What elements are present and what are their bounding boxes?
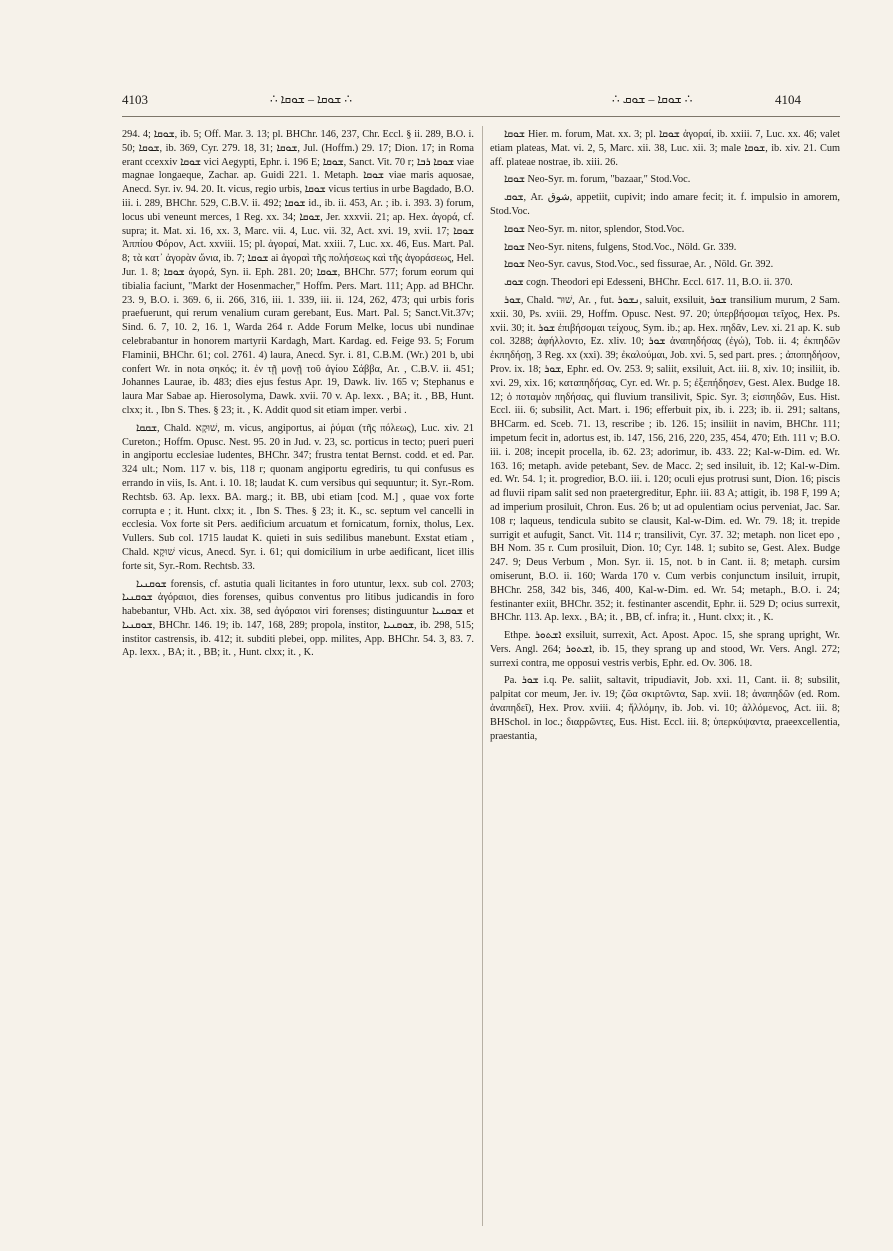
entry-text: ܫܘܩܢܝܐ forensis, cf. astutia quali licitantes in foro utuntur, lexx. sub col. 2703; ܫܘܩܢܝܐ ἀγόραιοι, dies forenses, quibus conventus pro litibus judicandis in foro habebantur, VHb. Act. xix. 38, sed ἀγόραιοι viri forenses; distinguuntur ܫܘܩܢܝܐ et ܫܘܩܢܝܐ, BHChr. 146. 19; ib. 147, 168, 289; propola, institor, ܫܘܩܢܝܐ, ib. 298, 515; institor castrensis, ib. 412; it. subditi plebei, opp. milites, App. BHChr. 54. 3, 83. 7. Ap. lexx. , BA; it. , BB; it. , Hunt. clxx; it. , K.	[122, 578, 474, 659]
entry-text: ܫܩܩܐ, Chald. שׁוּקָא, m. vicus, angiportus, ai ῥύμαι (τῆς πόλεως), Luc. xiv. 21 Cureton.; Hoffm. Opusc. Nest. 95. 20 in Jud. v. 23, sc. porticus in tecto; pueri pueri in angiportu ecclesiae ludentes, BHChr. 347; frustra tentat Bernst. codd. et ed. Par. 324 ult.; Nom. 117 v. bis, 118 r; quonam angiportu egrediris, tu qui confusus es errando in viis, Is. Ant. i. 10. 18; laudat K. cum versibus qui sequuntur; it. Syr.-Rom. Rechtsb. 63. Ap. lexx. BA. marg.; it. BB, ubi etiam [cod. M.] , quae vox forte corrupta e ; it. Hunt. clxx; it. , Ibn S. Thes. § 23; it. K., sc. septum vel cancelli in ecclesia. Vox forte sit Pers. aedificium arcuatum et fornicatum, fornix, tholus, Lex. Vullers. Sub col. 1715 laudat K. quieti in suis sedilibus manebunt. Exstat etiam , Chald. שׁוּקָא vicus, Anecd. Syr. i. 61; qui domicilium in urbe aedificant, licet illis forte sit, Syr.-Rom. Rechtsb. 33.	[122, 422, 474, 572]
page-header	[0, 92, 893, 116]
page-number-left: 4103	[122, 92, 148, 107]
entry-text: ܫܘܩܐ Neo-Syr. m. forum, "bazaar," Stod.Voc.	[504, 174, 691, 186]
page-number-right: 4104	[775, 92, 801, 107]
running-head-left: ∴ ܫܘܩܐ – ܫܘܩܐ ∴	[270, 92, 352, 106]
entry-text: Ethpe. ܐܫܬܘܪ exsiluit, surrexit, Act. Apost. Apoc. 15, she sprang upright, Wr. Vers. Angl. 264; ܐܫܬܘܪ, ib. 15, they sprang up and stood, Wr. Vers. Angl. 272; surrexi contra, me opposui vestris verbis, Ephr. ed. Ov. 306. 18.	[490, 630, 840, 669]
entry-text: ܫܘܪ, Chald. שׁוּר, Ar. , fut. ܢܫܘܪ, saluit, exsiluit, ܫܘܪ transilium murum, 2 Sam. xxii. 30, Ps. xviii. 29, Hoffm. Opusc. Nest. 97. 20; ὑπερβήσομαι τεῖχος, Hex. Ps. xvii. 30; it. ܫܘܪ ἐπιβήσομαι τείχους, Sym. ib.; ap. Hex. πηδᾶν, Lev. xi. 21 ap. K. sub col. 3288; ἀφήλλοντο, Ez. xliv. 10; ܫܘܪ ἀναπηδήσας (ἐγώ), Tob. ii. 4; ἐκπηδῶν ἐκπηδήσῃ, 3 Reg. xx (xxi). 39; ἐκαλούμαι, Job. xvi. 5, sed part. pres. ; ἀποπηδήσον, Prov. ix. 18; ܫܘܪ, Ephr. ed. Ov. 253. 9; saliit, exsiluit, Act. iii. 8, xiv. 10; insiliit, ib. xvi. 29, xix. 16; καταπηδήσας, Cyr. ed. Wr. p. 5; ἐξεπήδησεν, Gest. Alex. Budge 18. 12; ὁ ποταμὸν πηδήσας, qui fluvium transilivit, Spic. Syr. 3; εἰσπηδῶν, Eus. Hist. Eccl. iii. 6; subsilit, Act. Mart. i. 196; efferbuit pix, ib. i. 223; ib. ii. 291; saltans, BHCarm. ed. Sceb. 71. 13, rescribe ; ib. 126. 15; insiliit in navim, BHChr. 111; impetum fecit in, adortus est, ib. 147, 156, 216, 220, 235, 454, 470; Eth. 111 v; B.O. iii. i. 208; incepit procella, ib. 62. 23; adorimur, ib. 433. 22; Kal-w-Dim. ed. Wr. 163. 16; metaph. avide petebant, Sev. de Macc. 2; sed insiluit, ib. 12; Kal-w-Dim. ed. Wr. 54. 1; it. progredior, B.O. iii. i. 120; oculi ejus protrusi sunt, Dion. 16; piscis ad fluvii ripam salit sed non praetergreditur, Ephr. iii. 83 A; attigit, ib. 198 F, 199 A; ad imperium prosiluit, Chron. Eus. 26 b; ut ad opulentiam ocius perveniat, Jac. Sar. 108 r; laqueus, tendicula subito se clausit, Kal-w-Dim. ed. Wr. 79. 18; it. trepide surrigit et aufugit, Sanct. Vit. 114 r; transilivit, Cyr. 37. 32; metaph. non licet epo , BH Nom. 35 r. Cum prosiluit, Dion. 10; Cyr. 148. 1; subito se, Gest. Alex. Budge 247. 9; Deus Verbum , Mon. Syr. ii. 15, not. b in Cant. ii. 8; metaph. cursim omiserunt, B.O. ii. 160; Warda 170 v. Cum verbis conjunctum insiluit, irrupit, BHChr. 258, 342 bis, 346, 400, Kal-w-Dim. ed. Wr. 54; metaph., B.O. i. 24; festinanter exiit, BHChr. 352; it. festinanter ascendit, Ephr. ii. 529 D; ocius surrexit, BHChr. 113. Ap. lexx. , BA; it. , BB, cf. infra; it. , Hunt. clxx; it. , K.	[490, 294, 840, 624]
entry-text: ܫܘܩ cogn. Theodori epi Edesseni, BHChr. Eccl. 617. 11, B.O. ii. 370.	[504, 277, 793, 289]
entry-text: ܫܘܩܐ Neo-Syr. m. nitor, splendor, Stod.Voc.	[504, 223, 685, 235]
left-column	[122, 128, 474, 1223]
entry-text: ܫܘܩܐ Neo-Syr. cavus, Stod.Voc., sed fissurae, Ar. , Nöld. Gr. 392.	[504, 259, 774, 271]
entry-text: ܫܘܩܐ Neo-Syr. nitens, fulgens, Stod.Voc., Nöld. Gr. 339.	[504, 241, 737, 253]
entry-text: ܫܘܩܐ Hier. m. forum, Mat. xx. 3; pl. ܫܘܩܐ ἀγοραί, ib. xxiii. 7, Luc. xx. 46; valet etiam plateas, Mat. vi. 2, 5, Marc. xii. 38, Luc. xii. 3; male ܫܘܩܐ, ib. xiv. 21. Cum aff. plateae nostrae, ib. xiii. 26.	[490, 129, 840, 168]
column-divider	[482, 126, 483, 1226]
entry-text: Pa. ܫܘܪ i.q. Pe. saliit, saltavit, tripudiavit, Job. xxi. 11, Cant. ii. 8; subsilit, palpitat cor meum, Jer. iv. 19; ζῶα σκιρτῶντα, Sap. xvii. 18; ἀναπηδῶν (ed. Rom. ἀναπηδεῖ), Hex. Prov. xviii. 4; ἤλλόμην, ib. Job. vi. 10; ἀλλόμενος, Act. iii. 8; BHSchol. in loc.; διαρρῶντες, Eus. Hist. Eccl. iii. 8; ὑπερκύψαντα, praeexcellentia, praestantia,	[490, 675, 840, 742]
header-rule	[122, 116, 840, 117]
entry-text: ܫܘܩ, Ar. شوق, appetiit, cupivit; indo amare fecit; it. f. impulsio in amorem, Stod.Voc.	[490, 192, 840, 217]
right-column	[490, 128, 840, 1223]
running-head-right: ∴ ܫܘܩܐ – ܫܘܩ ∴	[612, 92, 693, 106]
entry-text: 294. 4; ܫܘܩܐ, ib. 5; Off. Mar. 3. 13; pl. BHChr. 146, 237, Chr. Eccl. § ii. 289, B.O. i. 50; ܫܘܩܐ, ib. 369, Cyr. 279. 18, 31; ܫܘܩܐ, Jul. (Hoffm.) 29. 17; Dion. 17; in Roma erant ccexxiv ܫܘܩܐ vici Aegypti, Ephr. i. 196 E; ܫܘܩܐ, Sanct. Vit. 70 r; ܫܘܩܐ ܪܒܐ viae magnae longaeque, Zachar. ap. Guidi 221. 1. Metaph. ܫܘܩܐ viae maris aquosae, Anecd. Syr. iv. 94. 20. It. vicus, regio urbis, ܫܘܩܐ vicus tertius in urbe Bagdado, B.O. iii. i. 289, BHChr. 529, C.B.V. ii. 492; ܫܘܩܐ id., ib. ii. 453, Ar. ; ib. i. 393. 3) forum, locus ubi veneunt merces, 1 Reg. xx. 34; ܫܘܩܐ, Jer. xxxvii. 21; ap. Hex. ἀγορά, cf. supra; it. Mat. xi. 16, xx. 3, Marc. vii. 4, Luc. vii. 32, Act. xvi. 19, xvii. 17; ܫܘܩܐ Ἀππίου Φόρον, Act. xxviii. 15; pl. ἀγοραί, Mat. xxiii. 7, Luc. xx. 46, Eus. Mart. Pal. 8; τὰ κατ᾽ ἀγορὰν ὤνια, ib. 7; ܫܘܩܐ ai ἀγοραὶ τῆς πολήσεως καὶ τῆς ἀγοράσεως, Hel. Jur. 1. 8; ܫܘܩܐ ἀγορά, Syn. ii. Eph. 281. 20; ܫܘܩܐ, BHChr. 577; forum eorum qui tibialia faciunt, "Markt der Hosenmacher," Hoffm. Pers. Mart. 111; App. ad BHChr. 23. 9, B.O. i. 369. 6, ii. 266, 316, iii. 1. 339, iii. ii. 124, 262, 473; qui urbis foris praefuerunt, qui rerum venalium curam gerebant, Eus. Mart. Pal. 5; Sanct.Vit.37v; Sind. 6. 7, 10. 2, 16. 1, Warda 264 r. Adde Forum Melke, locus ubi nundinae celebrabantur in honorem martyrii Kardagh, Mart. Kardag. ed. Feige 93. 5; Forum Flaminii, BHChr. 61; col. 2761. 4) laura, Anecd. Syr. i. 81, C.B.M. (Wr.) 201 b, ubi confert Wr. in nota σηκός; it. ἐν τῇ μονῇ τοῦ ἁγίου Σάββα, Ar. , C.B.V. ii. 451; Johannes Laurae, ib. 483; dies ejus festus Apr. 19, Dawk. liv. 165 v; Stephanus e laura Mar Sabae ap. Hierosolyma, Dawk. xvii. 70 v. Ap. lexx. , BA; it. , BB, Hunt. clxx; it. , Ibn S. Thes. § 23; it. , K. Addit quod sit etiam imper. verbi .	[122, 129, 474, 416]
